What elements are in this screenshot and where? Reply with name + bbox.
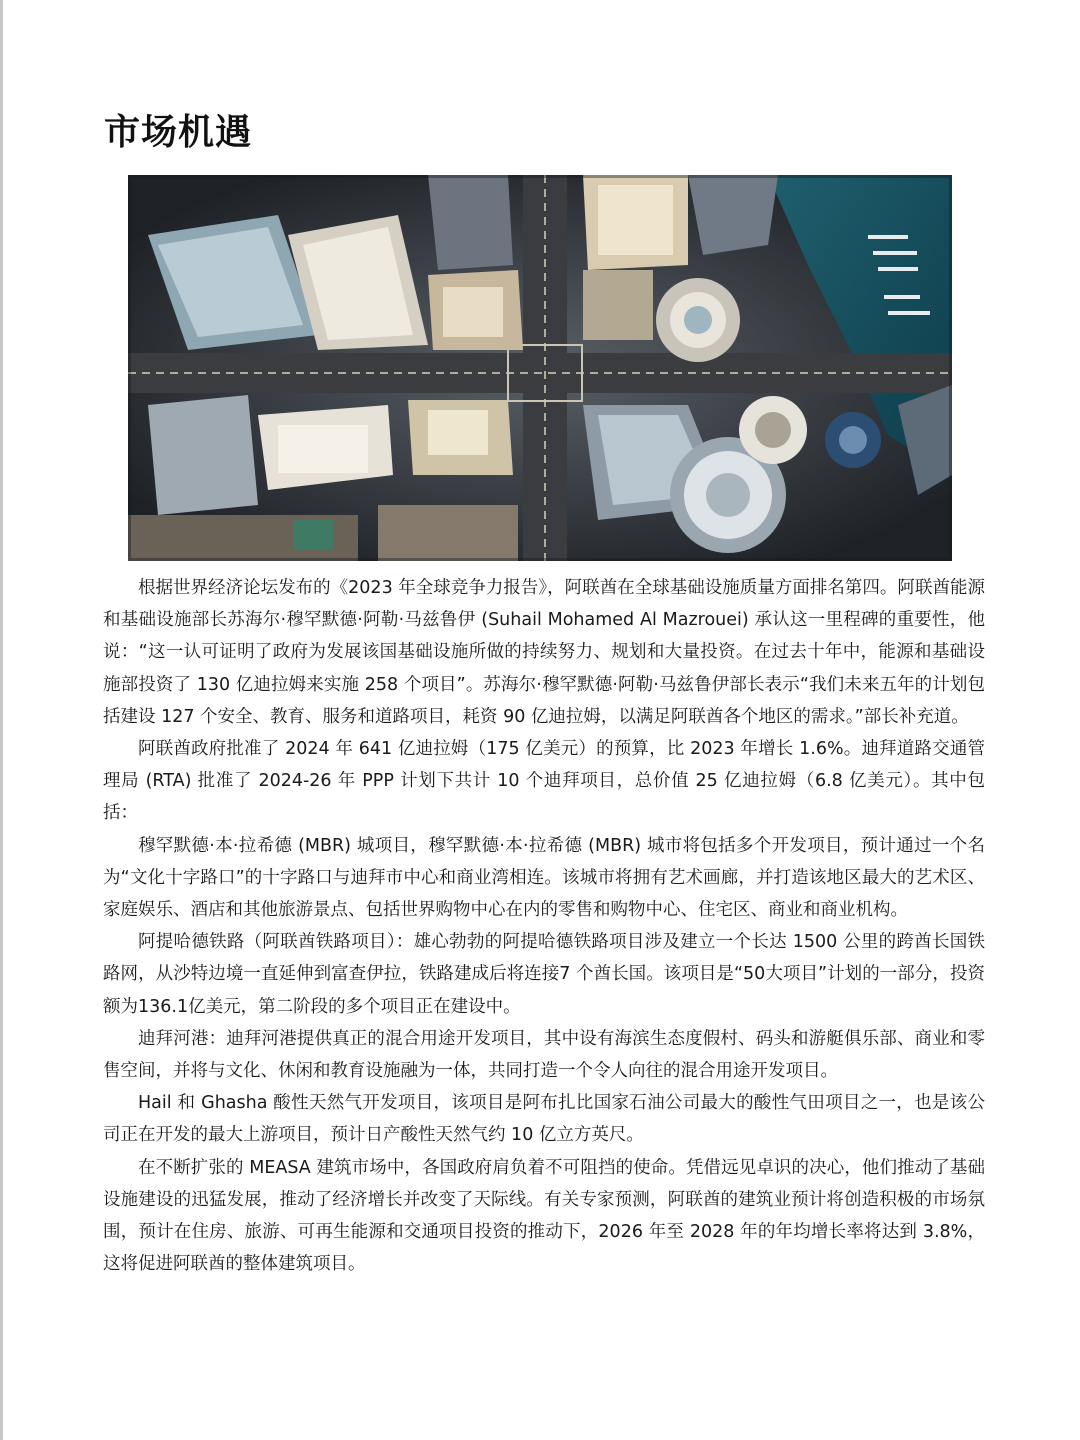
article-body: [103, 572, 985, 1280]
page-title: 市场机遇: [104, 112, 253, 153]
paragraph-budget: 阿联酋政府批准了 2024 年 641 亿迪拉姆（175 亿美元）的预算，比 2023 年增长 1.6%。迪拜道路交通管理局 (RTA) 批准了 2024-26 年 PPP 计划下共计 10 个迪拜项目，总价值 25 亿迪拉姆（6.8 亿美元）。其中包括：: [103, 739, 985, 824]
paragraph-dubai-creek-harbour: 迪拜河港：迪拜河港提供真正的混合用途开发项目，其中设有海滨生态度假村、码头和游艇俱乐部、商业和零售空间，并将与文化、休闲和教育设施融为一体，共同打造一个令人向往的混合用途开发项目。: [103, 1028, 985, 1082]
paragraph-hail-ghasha: Hail 和 Ghasha 酸性天然气开发项目，该项目是阿布扎比国家石油公司最大的酸性气田项目之一，也是该公司正在开发的最大上游项目，预计日产酸性天然气约 10 亿立方英尺。: [103, 1093, 985, 1146]
paragraph-mbr-city: 穆罕默德·本·拉希德 (MBR) 城项目，穆罕默德·本·拉希德 (MBR) 城市将包括多个开发项目，预计通过一个名为“文化十字路口”的十字路口与迪拜市中心和商业湾相连。该城市将拥有艺术画廊，并打造该地区最大的艺术区、家庭娱乐、酒店和其他旅游景点、包括世界购物中心在内的零售和购物中心、住宅区、商业和商业机构。: [103, 835, 985, 921]
paragraph-measa-market: 在不断扩张的 MEASA 建筑市场中，各国政府肩负着不可阻挡的使命。凭借远见卓识的决心，他们推动了基础设施建设的迅猛发展，推动了经济增长并改变了天际线。有关专家预测，阿联酋的建筑业预计将创造积极的市场氛围，预计在住房、旅游、可再生能源和交通项目投资的推动下，2026 年至 2028 年的年均增长率将达到 3.8%，这将促进阿联酋的整体建筑项目。: [103, 1157, 985, 1275]
page-edge: [0, 0, 3, 1440]
paragraph-etihad-rail: 阿提哈德铁路（阿联酋铁路项目）：雄心勃勃的阿提哈德铁路项目涉及建立一个长达 1500 公里的跨酋长国铁路网，从沙特边境一直延伸到富查伊拉，铁路建成后将连接7 个酋长国。该项目是“50大项目”计划的一部分，投资额为136.1亿美元，第二阶段的多个项目正在建设中。: [103, 932, 985, 1017]
paragraph-competitiveness: 根据世界经济论坛发布的《2023 年全球竞争力报告》，阿联酋在全球基础设施质量方面排名第四。阿联酋能源和基础设施部长苏海尔·穆罕默德·阿勒·马兹鲁伊 (Suhail Mohamed Al Mazrouei) 承认这一里程碑的重要性，他说：“这一认可证明了政府为发展该国基础设施所做的持续努力、规划和大量投资。在过去十年中，能源和基础设施部投资了 130 亿迪拉姆来实施 258 个项目”。苏海尔·穆罕默德·阿勒·马兹鲁伊部长表示“我们未来五年的计划包括建设 127 个安全、教育、服务和道路项目，耗资 90 亿迪拉姆，以满足阿联酋各个地区的需求。”部长补充道。: [103, 578, 985, 727]
aerial-city-photo: [128, 175, 952, 561]
